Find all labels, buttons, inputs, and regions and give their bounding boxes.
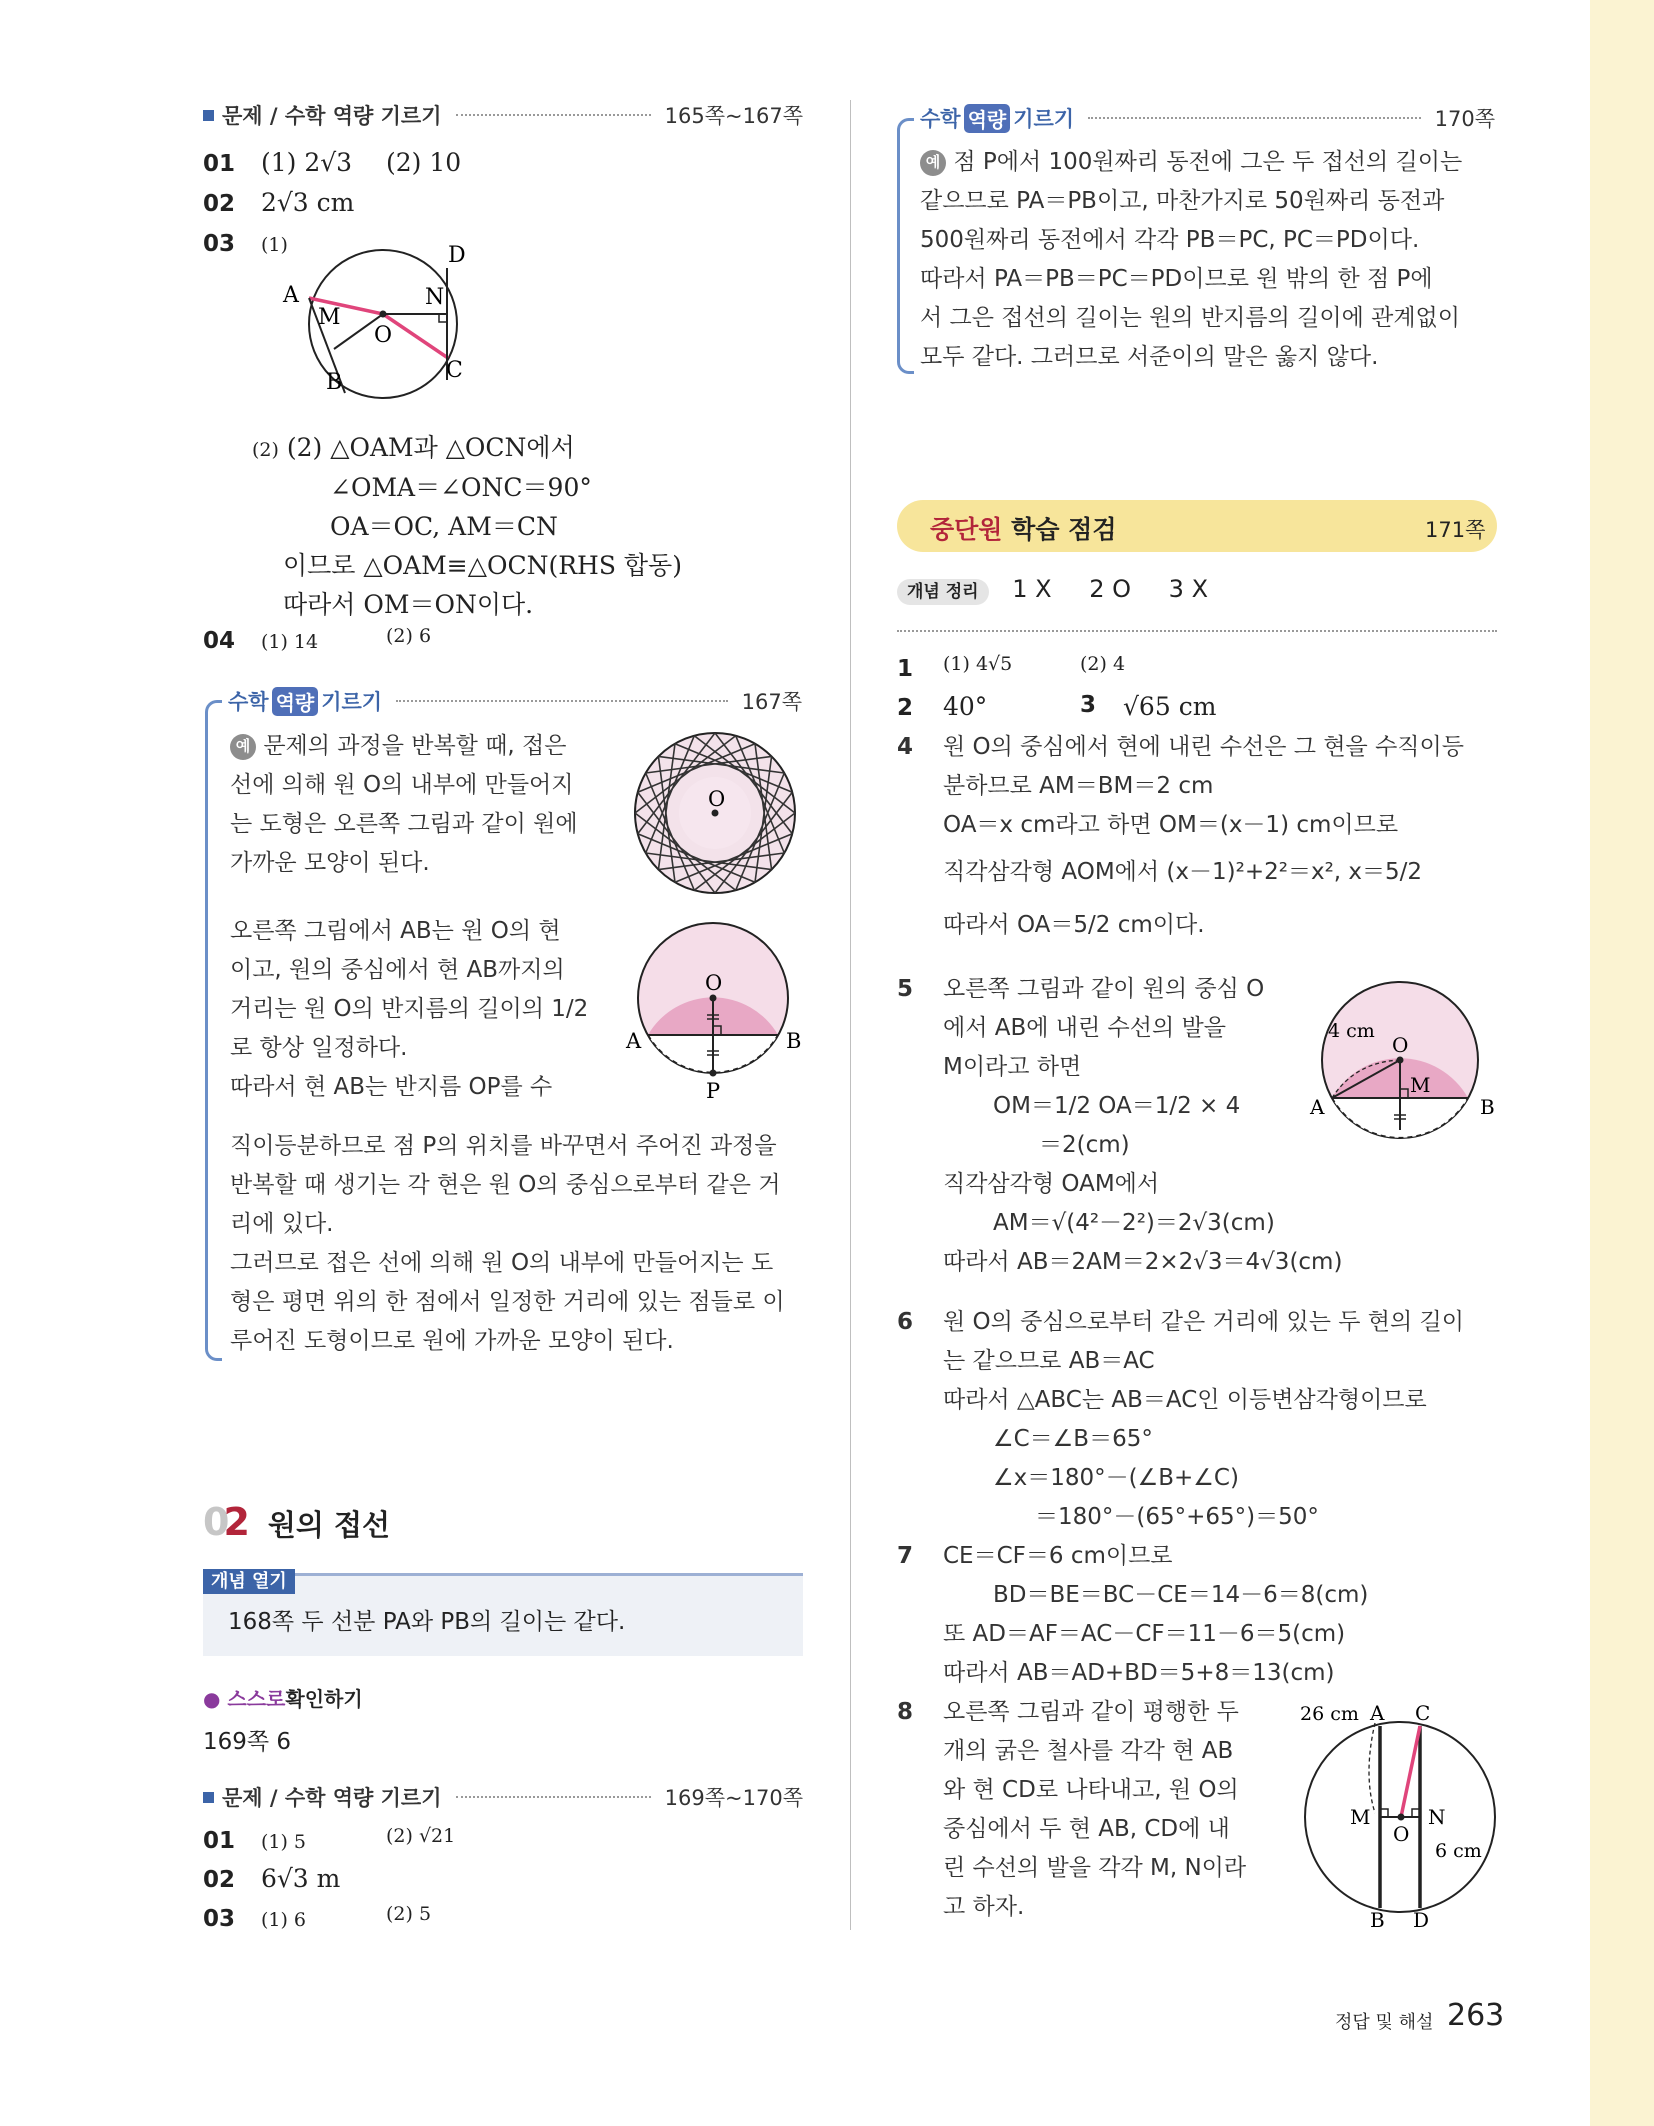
svg-text:C: C: [446, 358, 463, 383]
answer-03-part2-line4: 이므로 △OAM≡△OCN(RHS 합동): [283, 551, 682, 580]
section-02-heading: 02 원의 접선: [203, 1500, 391, 1544]
self-check-label: ● 스스로확인하기: [203, 1687, 363, 1711]
section-check-title: 중단원 학습 점검: [930, 515, 1117, 544]
answer-b01: 01 (1) 5 (2) √21: [203, 1825, 456, 1854]
svg-text:D: D: [1413, 1908, 1430, 1930]
concept-summary-row: 개념 정리 1 X 2 O 3 X: [897, 575, 1208, 603]
svg-text:B: B: [326, 370, 343, 395]
answer-b03: 03 (1) 6 (2) 5: [203, 1903, 432, 1932]
footer-label: 정답 및 해설: [1335, 2012, 1434, 2033]
page-range: 165쪽~167쪽: [664, 104, 803, 128]
box-bracket: [897, 118, 914, 374]
check-q1: 1 (1) 4√5 (2) 4: [897, 653, 1126, 682]
svg-text:O: O: [374, 323, 393, 348]
page-edge-band: [1590, 0, 1654, 2126]
section-header-3: 문제 / 수학 역량 기르기 169쪽~170쪽: [203, 1782, 803, 1812]
svg-text:B: B: [786, 1029, 802, 1053]
svg-text:A: A: [1370, 1701, 1385, 1725]
svg-text:6 cm: 6 cm: [1435, 1840, 1482, 1862]
check-q2-q3: 2 40° 3 √65 cm: [897, 692, 1217, 721]
answer-04: 04 (1) 14 (2) 6: [203, 625, 432, 654]
self-check-answer: 169쪽 6: [203, 1729, 292, 1755]
answer-b02: 02 6√3 m: [203, 1864, 341, 1893]
svg-text:O: O: [705, 971, 723, 995]
concept-open-tag: 개념 열기: [203, 1564, 295, 1593]
svg-text:C: C: [1415, 1701, 1431, 1725]
svg-text:O: O: [1393, 1822, 1410, 1846]
column-divider: [850, 100, 851, 1930]
answer-03-part2-line5: 따라서 OM＝ON이다.: [283, 590, 534, 619]
svg-text:A: A: [626, 1029, 642, 1053]
answer-03: 03 (1): [203, 231, 288, 257]
box1-para2: 오른쪽 그림에서 AB는 원 O의 현 이고, 원의 중심에서 현 AB까지의 거리는 원 O의 반지름의 길이의 1/2 로 항상 일정하다. 따라서 현 AB는 반지름 OP를 수: [230, 918, 589, 1100]
svg-text:A: A: [283, 283, 299, 308]
svg-text:O: O: [1392, 1033, 1409, 1057]
check-q7: 7 CE＝CF＝6 cm이므로 BD＝BE＝BC－CE＝14－6＝8(cm) 또 AD＝AF＝AC－CF＝11－6＝5(cm) 따라서 AB＝AD+BD＝5+8＝13(cm): [897, 1543, 1369, 1686]
check-q8: 8 오른쪽 그림과 같이 평행한 두 개의 굵은 철사를 각각 현 AB 와 현 CD로 나타내고, 원 O의 중심에서 두 현 AB, CD에 내 린 수선의 발을 각각 M, N이라 고 하자.: [897, 1699, 1247, 1920]
section-title: 문제 / 수학 역량 기르기: [222, 104, 442, 128]
svg-text:O: O: [708, 787, 726, 811]
check-q5: 5 오른쪽 그림과 같이 원의 중심 O 에서 AB에 내린 수선의 발을 M이라고 하면 OM＝1/2 OA＝1/2 × 4 ＝2(cm) 직각삼각형 OAM에서 AM＝√(4²－2²)＝2√3(cm) 따라서 AB＝2AM＝2×2√3＝4√3(cm): [897, 976, 1343, 1275]
section-check-page: 171쪽: [1425, 518, 1486, 542]
chord-perpendicular-figure: [618, 918, 808, 1118]
dotted-divider: [897, 630, 1497, 632]
svg-text:N: N: [425, 285, 445, 310]
svg-text:M: M: [318, 305, 341, 330]
answer-03-part2-line1: (2) (2) △OAM과 △OCN에서: [252, 433, 575, 462]
check-q6: 6 원 O의 중심으로부터 같은 거리에 있는 두 현의 길이 는 같으므로 AB＝AC 따라서 △ABC는 AB＝AC인 이등변삼각형이므로 ∠C＝∠B＝65° ∠x＝180°－(∠B+∠C) ＝180°－(65°+65°)＝50°: [897, 1309, 1464, 1530]
circle-figure-03: [280, 232, 480, 412]
example-badge-icon: 예: [920, 150, 946, 176]
answer-01: 01 (1) 2√3 (2) 10: [203, 148, 462, 177]
box1-para3: 직이등분하므로 점 P의 위치를 바꾸면서 주어진 과정을 반복할 때 생기는 각 현은 원 O의 중심으로부터 같은 거 리에 있다. 그러므로 접은 선에 의해 원 O의 내부에 만들어지는 도 형은 평면 위의 한 점에서 일정한 거리에 있는 점들로 이 루어진 도형이므로 원에 가까운 모양이 된다.: [230, 1133, 785, 1354]
circle-figure-q5: [1300, 970, 1505, 1170]
example-badge-icon: 예: [230, 734, 256, 760]
box1-header: 수학 역량 기르기 167쪽: [228, 686, 802, 716]
svg-text:N: N: [1428, 1805, 1446, 1829]
answer-02: 02 2√3 cm: [203, 188, 355, 217]
square-bullet-icon: [203, 110, 214, 121]
svg-text:M: M: [1410, 1073, 1431, 1097]
footer-page-number: 263: [1447, 1998, 1505, 2033]
check-q4: 4 원 O의 중심에서 현에 내린 수선은 그 현을 수직이등 분하므로 AM＝BM＝2 cm OA＝x cm라고 하면 OM＝(x－1) cm이므로 직각삼각형 AOM에서 (x－1)²+2²＝x², x＝5/2 따라서 OA＝5/2 cm이다.: [897, 734, 1464, 938]
answer-03-part2-line3: OA＝OC, AM＝CN: [330, 512, 558, 541]
answer-03-part2-line2: ∠OMA＝∠ONC＝90°: [330, 473, 592, 502]
svg-text:M: M: [1350, 1805, 1371, 1829]
box1-para1: 예 문제의 과정을 반복할 때, 접은 선에 의해 원 O의 내부에 만들어지 는 도형은 오른쪽 그림과 같이 원에 가까운 모양이 된다.: [230, 733, 578, 876]
svg-text:D: D: [448, 243, 466, 268]
box-bracket: [205, 700, 222, 1361]
svg-text:B: B: [1370, 1908, 1385, 1930]
parallel-chords-figure: [1295, 1695, 1505, 1930]
svg-text:P: P: [706, 1079, 721, 1103]
svg-text:26 cm: 26 cm: [1300, 1703, 1359, 1725]
concept-open-text: 168쪽 두 선분 PA와 PB의 길이는 같다.: [228, 1609, 626, 1635]
svg-text:A: A: [1310, 1095, 1325, 1119]
box2-body: 예 점 P에서 100원짜리 동전에 그은 두 접선의 길이는 같으므로 PA＝PB이고, 마찬가지로 50원짜리 동전과 500원짜리 동전에서 각각 PB＝PC, PC＝PD이다. 따라서 PA＝PB＝PC＝PD이므로 원 밖의 한 점 P에 서 그은 접선의 길이는 원의 반지름의 길이에 관계없이 모두 같다. 그러므로 서준이의 말은 옳지 않다.: [920, 149, 1463, 370]
folded-circle-figure: [630, 728, 800, 898]
square-bullet-icon: [203, 1792, 214, 1803]
svg-text:4 cm: 4 cm: [1328, 1020, 1375, 1042]
box2-header: 수학 역량 기르기 170쪽: [920, 103, 1495, 133]
section-header-1: [203, 100, 803, 130]
svg-text:B: B: [1480, 1095, 1495, 1119]
